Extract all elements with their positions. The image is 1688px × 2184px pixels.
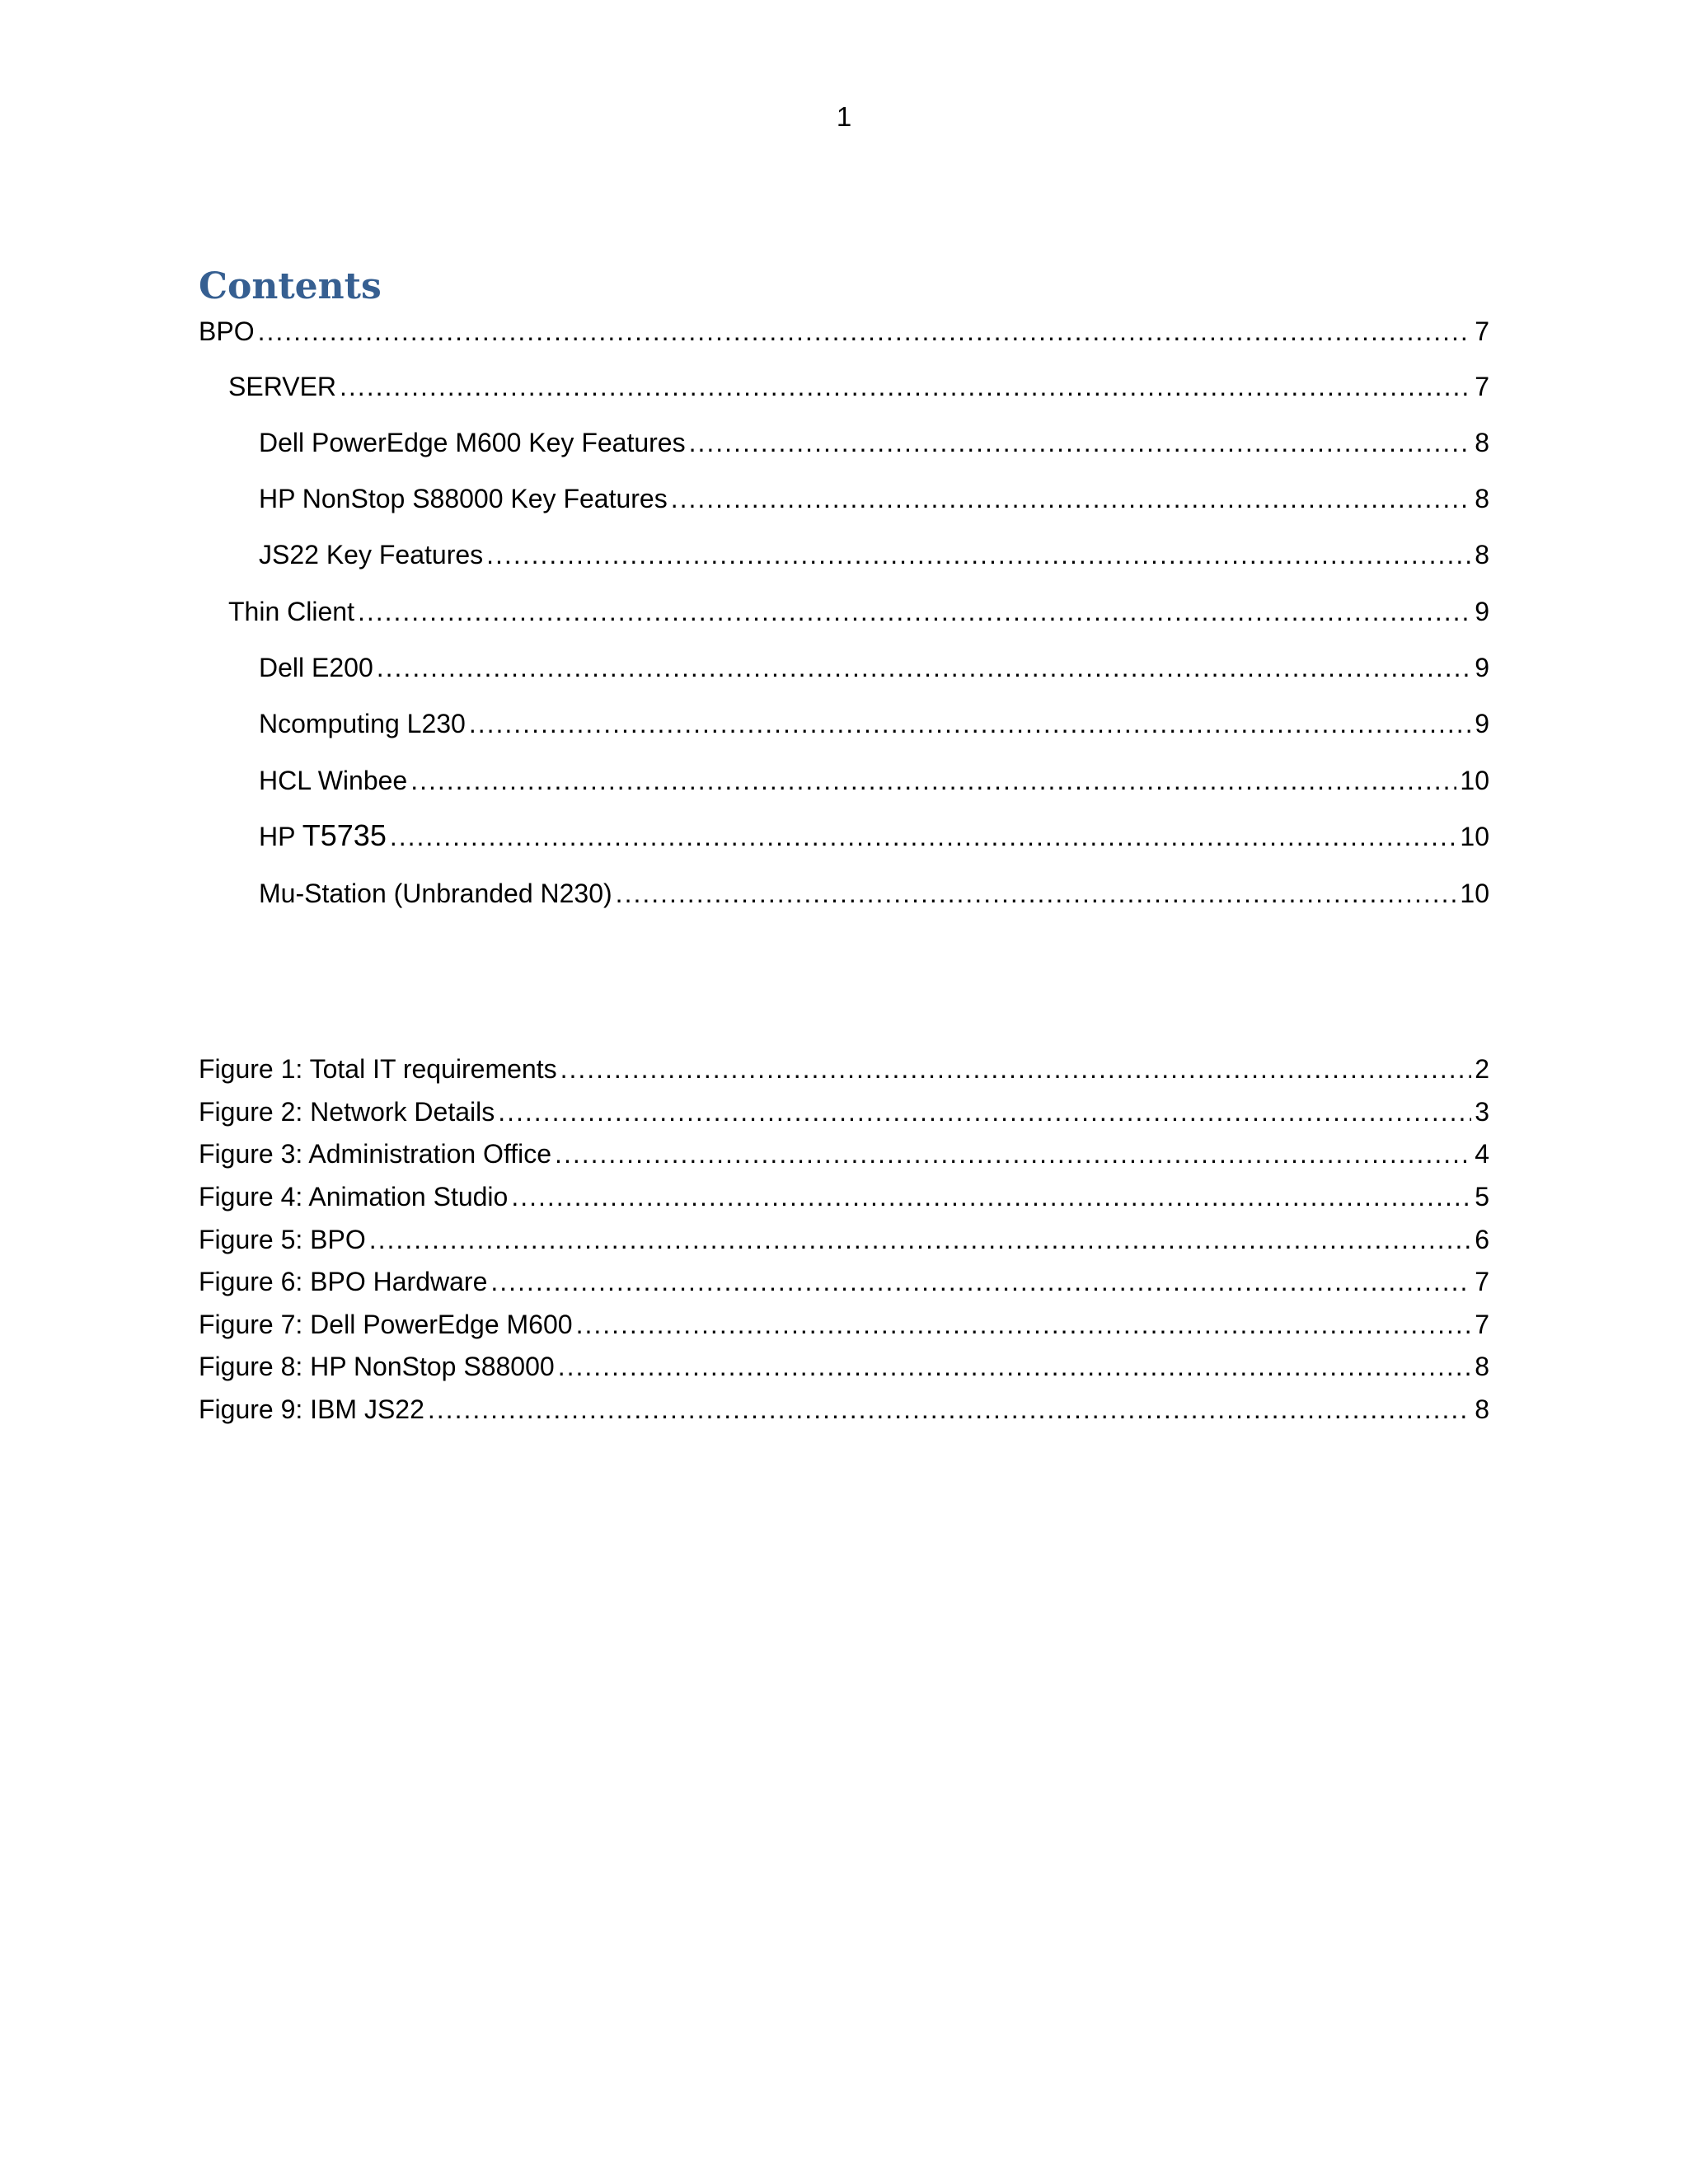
toc-entry-page: 10 bbox=[1460, 766, 1489, 795]
dot-leader bbox=[469, 705, 1471, 742]
figure-entry-label: Figure 7: Dell PowerEdge M600 bbox=[199, 1310, 573, 1339]
contents-heading: Contents bbox=[199, 265, 382, 307]
toc-entry-js22[interactable] bbox=[259, 537, 1489, 573]
figure-entry-6[interactable] bbox=[199, 1263, 1489, 1300]
toc-entry-mu-station[interactable] bbox=[259, 875, 1489, 912]
toc-entry-label: HCL Winbee bbox=[259, 766, 408, 795]
toc-entry-label: SERVER bbox=[228, 372, 337, 401]
toc-entry-hp-t5735[interactable] bbox=[259, 818, 1489, 855]
dot-leader bbox=[671, 480, 1471, 517]
dot-leader bbox=[555, 1136, 1471, 1172]
dot-leader bbox=[428, 1391, 1471, 1427]
toc-entry-label: Thin Client bbox=[228, 597, 354, 626]
toc-entry-label: BPO bbox=[199, 316, 255, 346]
toc-entry-page: 10 bbox=[1460, 879, 1489, 908]
toc-entry-page: 8 bbox=[1475, 428, 1489, 457]
figure-entry-7[interactable] bbox=[199, 1306, 1489, 1343]
dot-leader bbox=[258, 313, 1472, 349]
figure-entry-page: 8 bbox=[1475, 1352, 1489, 1381]
figure-entry-label: Figure 9: IBM JS22 bbox=[199, 1394, 424, 1424]
toc-entry-page: 8 bbox=[1475, 540, 1489, 569]
toc-entry-label-model: T5735 bbox=[302, 818, 387, 852]
toc-entry-dell-e200[interactable] bbox=[259, 649, 1489, 686]
figure-entry-page: 8 bbox=[1475, 1394, 1489, 1424]
figure-entry-1[interactable] bbox=[199, 1051, 1489, 1087]
figure-entry-page: 2 bbox=[1475, 1054, 1489, 1084]
dot-leader bbox=[377, 649, 1471, 686]
figure-entry-page: 3 bbox=[1475, 1097, 1489, 1127]
toc-entry-page: 10 bbox=[1460, 822, 1489, 851]
figure-entry-label: Figure 3: Administration Office bbox=[199, 1139, 552, 1169]
figure-entry-label: Figure 4: Animation Studio bbox=[199, 1182, 509, 1212]
dot-leader bbox=[558, 1348, 1472, 1385]
toc-entry-hp-nonstop-s88000[interactable] bbox=[259, 480, 1489, 517]
dot-leader bbox=[358, 593, 1471, 630]
dot-leader bbox=[410, 762, 1456, 799]
toc-entry-label-prefix: HP bbox=[259, 822, 302, 851]
figure-entry-label: Figure 2: Network Details bbox=[199, 1097, 495, 1127]
dot-leader bbox=[511, 1179, 1471, 1215]
figure-entry-page: 5 bbox=[1475, 1182, 1489, 1212]
figure-entry-5[interactable] bbox=[199, 1221, 1489, 1258]
toc-entry-label: JS22 Key Features bbox=[259, 540, 484, 569]
toc-entry-page: 8 bbox=[1475, 484, 1489, 513]
toc-entry-label: Mu-Station (Unbranded N230) bbox=[259, 879, 612, 908]
dot-leader bbox=[369, 1221, 1471, 1258]
figure-entry-page: 6 bbox=[1475, 1225, 1489, 1254]
dot-leader bbox=[490, 1263, 1471, 1300]
toc-entry-label: Dell PowerEdge M600 Key Features bbox=[259, 428, 686, 457]
toc-entry-server[interactable] bbox=[228, 368, 1489, 405]
figure-entry-8[interactable] bbox=[199, 1348, 1489, 1385]
toc-entry-page: 9 bbox=[1475, 653, 1489, 682]
figure-entry-label: Figure 1: Total IT requirements bbox=[199, 1054, 557, 1084]
figure-entry-2[interactable] bbox=[199, 1094, 1489, 1130]
figure-entry-4[interactable] bbox=[199, 1179, 1489, 1215]
dot-leader bbox=[390, 818, 1457, 855]
figure-entry-page: 7 bbox=[1475, 1310, 1489, 1339]
page-number: 1 bbox=[836, 101, 852, 132]
figure-entry-page: 4 bbox=[1475, 1139, 1489, 1169]
toc-entry-page: 7 bbox=[1475, 372, 1489, 401]
dot-leader bbox=[340, 368, 1471, 405]
toc-entry-label bbox=[259, 818, 387, 855]
toc-entry-label: Dell E200 bbox=[259, 653, 373, 682]
toc-entry-dell-poweredge-m600[interactable] bbox=[259, 424, 1489, 461]
figure-entry-label: Figure 8: HP NonStop S88000 bbox=[199, 1352, 555, 1381]
dot-leader bbox=[498, 1094, 1471, 1130]
figure-entry-3[interactable] bbox=[199, 1136, 1489, 1172]
toc-entry-ncomputing-l230[interactable] bbox=[259, 705, 1489, 742]
toc-entry-thin-client[interactable] bbox=[228, 593, 1489, 630]
toc-entry-label: Ncomputing L230 bbox=[259, 709, 466, 738]
dot-leader bbox=[616, 875, 1457, 912]
dot-leader bbox=[576, 1306, 1472, 1343]
figure-entry-9[interactable] bbox=[199, 1391, 1489, 1427]
dot-leader bbox=[560, 1051, 1472, 1087]
toc-entry-page: 7 bbox=[1475, 316, 1489, 346]
dot-leader bbox=[689, 424, 1472, 461]
toc-entry-hcl-winbee[interactable] bbox=[259, 762, 1489, 799]
toc-entry-label: HP NonStop S88000 Key Features bbox=[259, 484, 668, 513]
toc-entry-page: 9 bbox=[1475, 597, 1489, 626]
dot-leader bbox=[486, 537, 1471, 573]
toc-entry-bpo[interactable] bbox=[199, 313, 1489, 349]
figure-entry-label: Figure 6: BPO Hardware bbox=[199, 1267, 488, 1296]
figure-entry-label: Figure 5: BPO bbox=[199, 1225, 366, 1254]
toc-entry-page: 9 bbox=[1475, 709, 1489, 738]
figure-entry-page: 7 bbox=[1475, 1267, 1489, 1296]
